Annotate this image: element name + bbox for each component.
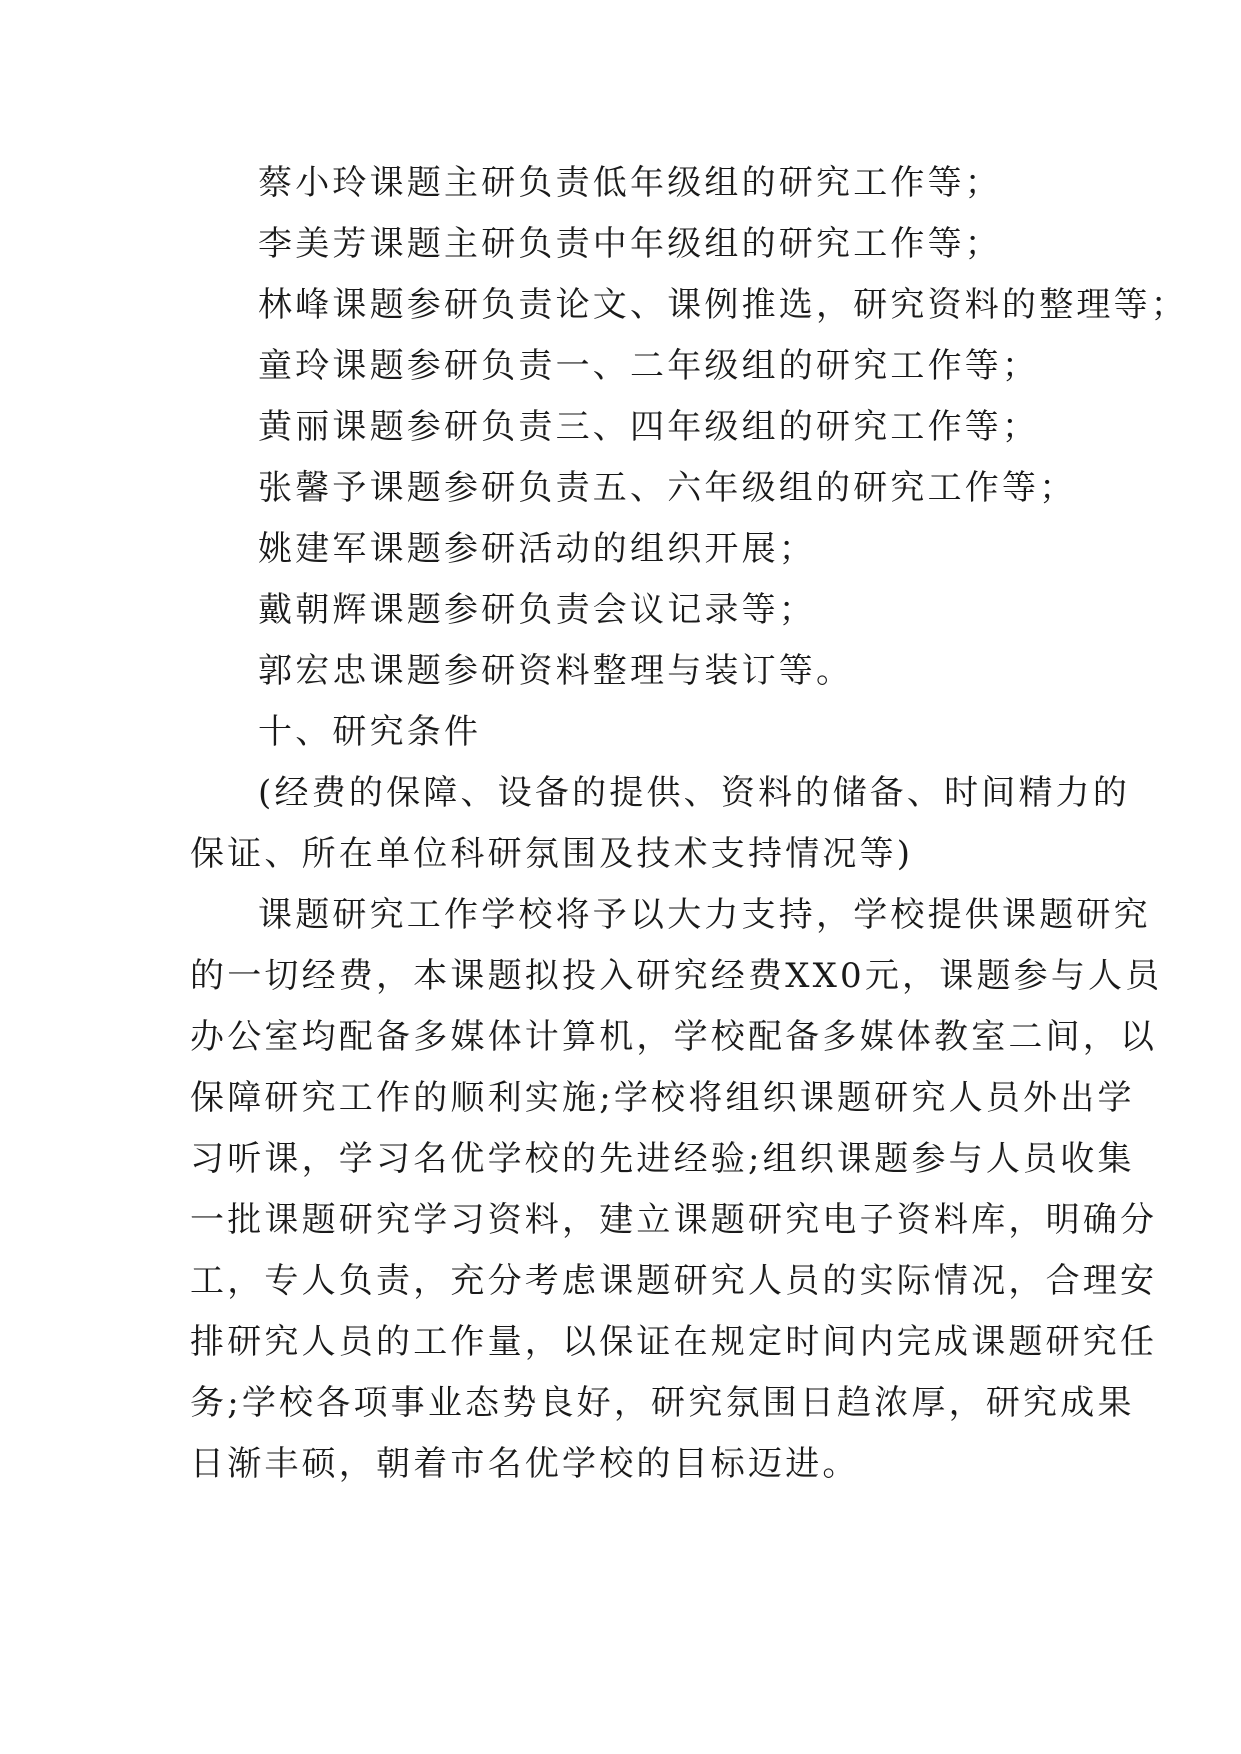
duty-line: 蔡小玲课题主研负责低年级组的研究工作等； [258, 163, 1002, 203]
document-body [190, 153, 1188, 1495]
duty-line: 戴朝辉课题参研负责会议记录等； [258, 590, 816, 630]
body-line: 办公室均配备多媒体计算机，学校配备多媒体教室二间，以 [190, 1017, 1158, 1057]
body-line: 一批课题研究学习资料，建立课题研究电子资料库，明确分 [190, 1200, 1158, 1240]
body-line: 保障研究工作的顺利实施;学校将组织课题研究人员外出学 [190, 1078, 1135, 1118]
body-line: 排研究人员的工作量，以保证在规定时间内完成课题研究任 [190, 1322, 1158, 1362]
body-line: 工，专人负责，充分考虑课题研究人员的实际情况，合理安 [190, 1261, 1158, 1301]
body-line: 习听课，学习名优学校的先进经验;组织课题参与人员收集 [190, 1139, 1135, 1179]
duty-line: 姚建军课题参研活动的组织开展； [258, 529, 816, 569]
body-line: 的一切经费，本课题拟投入研究经费XX0元，课题参与人员 [190, 956, 1163, 996]
section-note-line: 保证、所在单位科研氛围及技术支持情况等) [190, 834, 914, 874]
body-line: 务;学校各项事业态势良好，研究氛围日趋浓厚，研究成果 [190, 1383, 1135, 1423]
duty-line: 李美芳课题主研负责中年级组的研究工作等； [258, 224, 1002, 264]
body-line: 课题研究工作学校将予以大力支持，学校提供课题研究 [258, 895, 1151, 935]
duty-line: 林峰课题参研负责论文、课例推选，研究资料的整理等； [258, 285, 1188, 325]
section-heading: 十、研究条件 [258, 712, 482, 752]
duty-line: 黄丽课题参研负责三、四年级组的研究工作等； [258, 407, 1040, 447]
duty-line: 郭宏忠课题参研资料整理与装订等。 [258, 651, 854, 691]
duty-line: 童玲课题参研负责一、二年级组的研究工作等； [258, 346, 1040, 386]
body-line: 日渐丰硕，朝着市名优学校的目标迈进。 [190, 1444, 860, 1484]
duty-line: 张馨予课题参研负责五、六年级组的研究工作等； [258, 468, 1077, 508]
section-note-line: (经费的保障、设备的提供、资料的储备、时间精力的 [258, 773, 1131, 813]
